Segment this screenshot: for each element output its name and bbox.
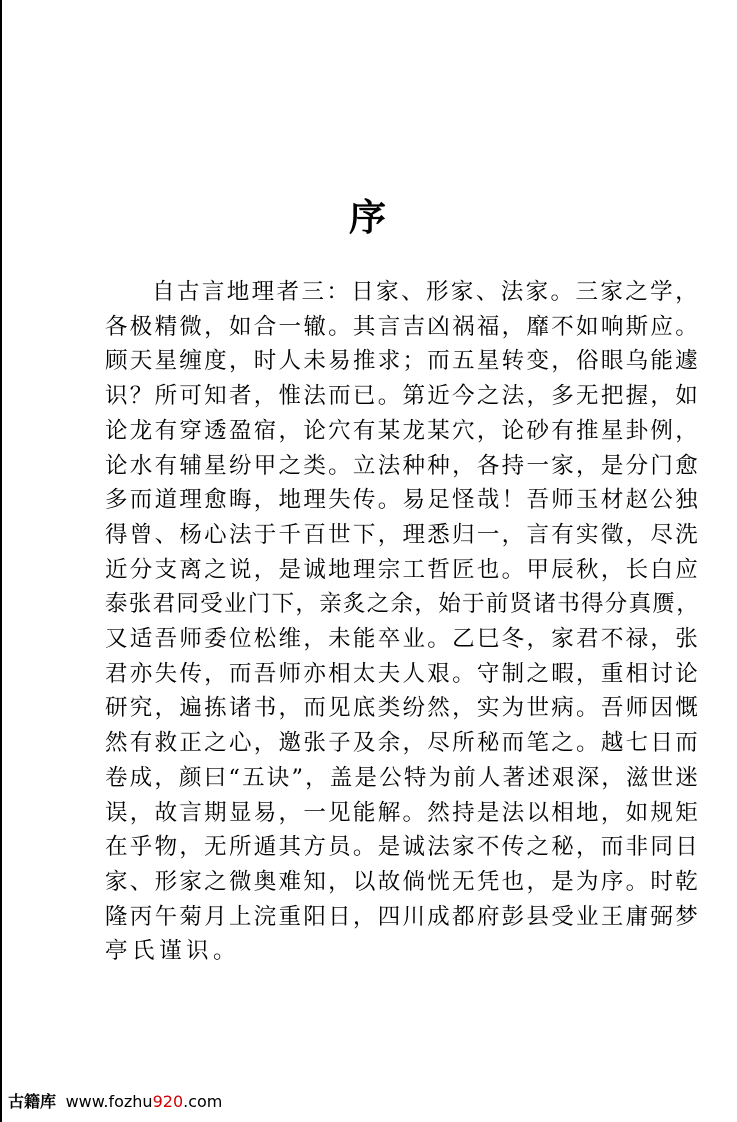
text-line: 在乎物，无所遁其方员。是诚法家不传之秘，而非同日 — [105, 834, 701, 861]
site-url-prefix: www.fozhu — [65, 1092, 153, 1111]
text-line: 识？所可知者，惟法而已。第近今之法，多无把握，如 — [105, 383, 701, 410]
text-line: 自古言地理者三：日家、形家、法家。三家之学， — [152, 279, 701, 305]
text-line: 顾天星缠度，时人未易推求；而五星转变，俗眼乌能遽 — [105, 348, 701, 375]
text-line: 近分支离之说，是诚地理宗工哲匠也。甲辰秋，长白应 — [105, 556, 701, 583]
watermark-footer — [8, 1092, 222, 1112]
text-line: 然有救正之心，邀张子及余，尽所秘而笔之。越七日而 — [105, 730, 701, 757]
text-line: 误，故言期显易，一见能解。然持是法以相地，如规矩 — [105, 799, 701, 826]
text-line: 君亦失传，而吾师亦相太夫人艰。守制之暇，重相讨论 — [105, 660, 701, 687]
site-name: 古籍库 — [8, 1092, 57, 1111]
site-url-suffix: .com — [183, 1092, 223, 1111]
text-line: 各极精微，如合一辙。其言吉凶祸福，靡不如响斯应。 — [105, 313, 701, 340]
text-line: 隆丙午菊月上浣重阳日，四川成都府彭县受业王庸弼梦 — [105, 903, 701, 930]
text-line: 泰张君同受业门下，亲炙之余，始于前贤诸书得分真赝， — [105, 591, 701, 618]
text-line: 论龙有穿透盈宿，论穴有某龙某穴，论砂有推星卦例， — [105, 417, 701, 444]
page-title: 序 — [349, 195, 388, 239]
text-line: 得曾、杨心法于千百世下，理悉归一，言有实徵，尽洗 — [105, 521, 701, 548]
text-line: 研究，遍拣诸书，而见底类纷然，实为世病。吾师因慨 — [105, 695, 701, 722]
text-line: 家、形家之微奥难知，以故倘恍无凭也，是为序。时乾 — [105, 868, 701, 895]
text-line: 论水有辅星纷甲之类。立法种种，各持一家，是分门愈 — [105, 452, 701, 479]
left-page-border — [0, 0, 2, 1122]
site-url-number: 920 — [152, 1092, 184, 1111]
text-line: 又适吾师委位松维，未能卒业。乙巳冬，家君不禄，张 — [105, 626, 701, 652]
text-line: 亭氏谨识。 — [105, 938, 241, 965]
text-line: 卷成，颜曰“五诀”，盖是公特为前人著述艰深，滋世迷 — [105, 764, 701, 791]
text-line: 多而道理愈晦，地理失传。易足怪哉！吾师玉材赵公独 — [105, 487, 701, 514]
site-url-link[interactable] — [66, 1092, 223, 1111]
